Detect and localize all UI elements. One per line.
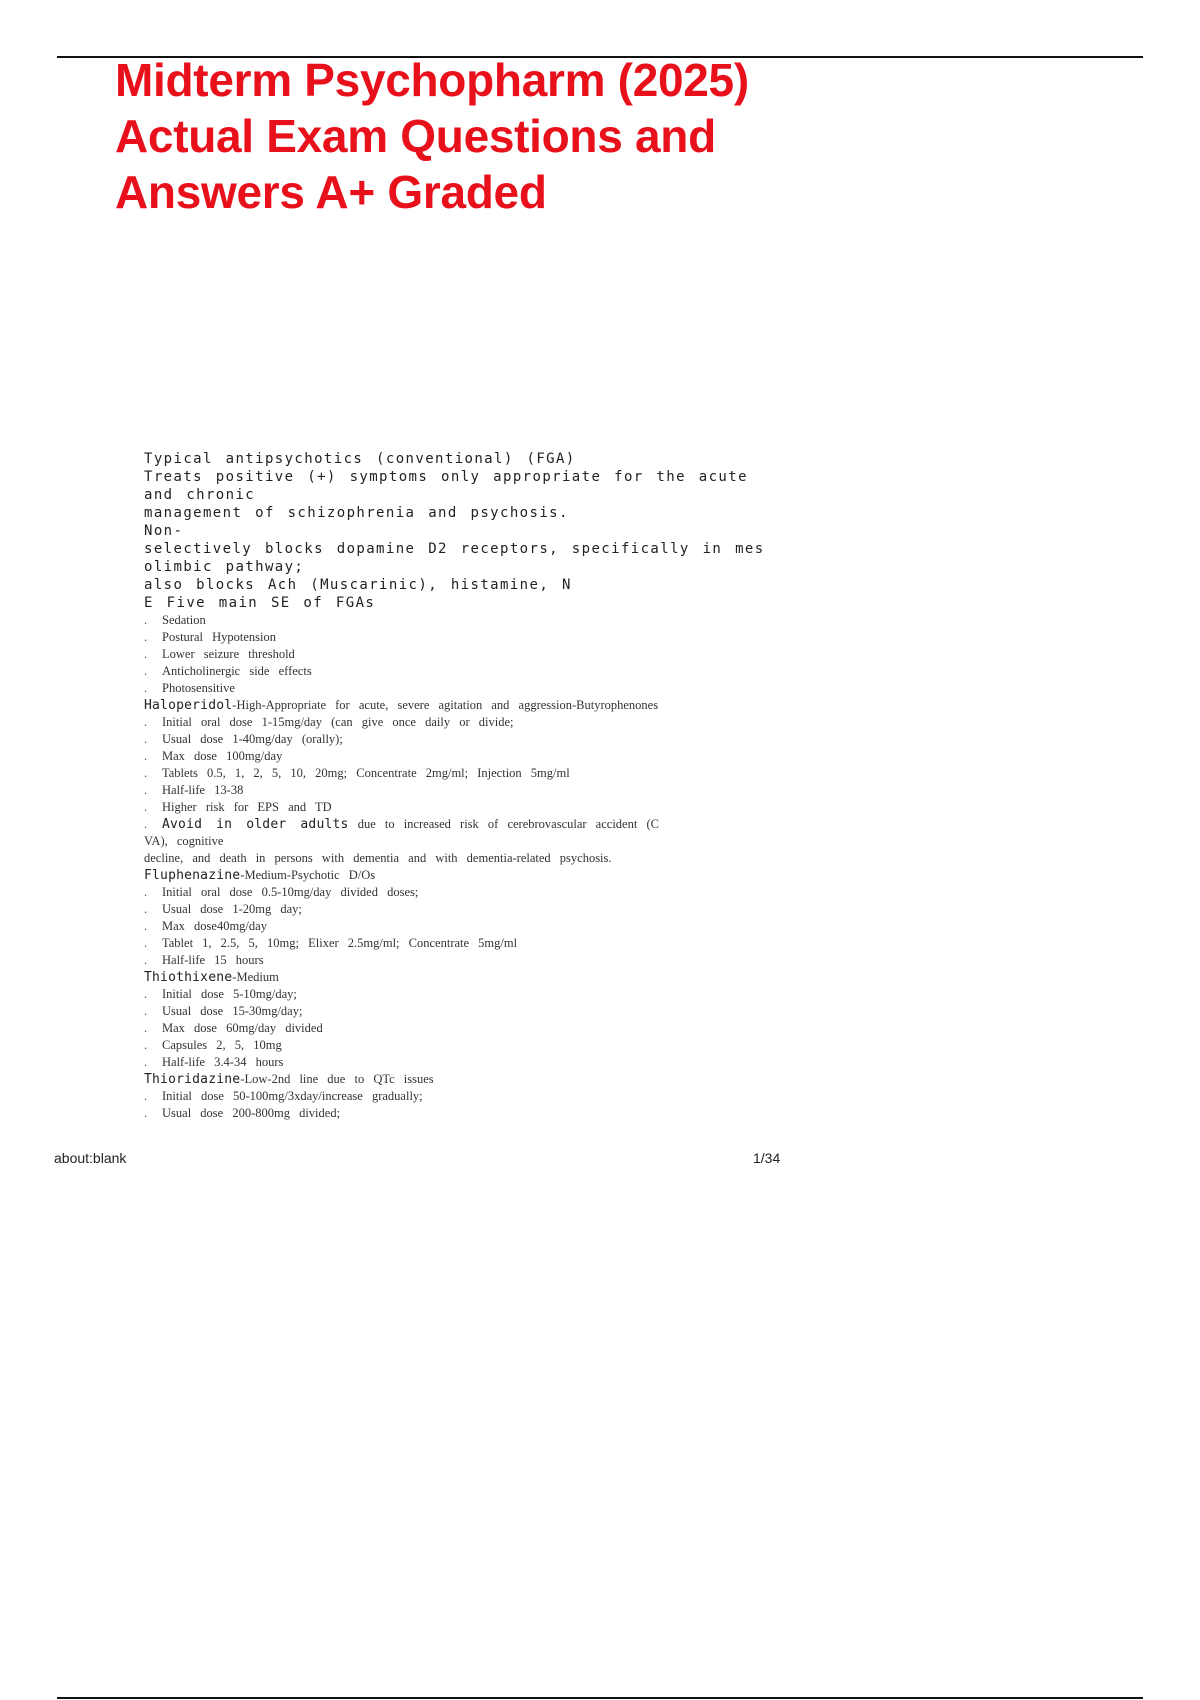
- footer-url: about:blank: [54, 1150, 127, 1166]
- list-item: . Initial oral dose 1-15mg/day (can give once daily or divide;: [144, 715, 514, 729]
- intro-line: Non-: [144, 523, 184, 539]
- drug-heading-thiothixene: Thiothixene-Medium: [144, 970, 279, 985]
- list-item: . Postural Hypotension: [144, 630, 276, 644]
- list-item: . Max dose 100mg/day: [144, 749, 283, 763]
- list-item: . Anticholinergic side effects: [144, 664, 312, 678]
- list-item: . Usual dose 1-40mg/day (orally);: [144, 732, 343, 746]
- list-item-avoid: . Avoid in older adults due to increased risk of cerebrovascular accident (C: [144, 817, 659, 832]
- se-list: [144, 612, 744, 697]
- list-item: . Half-life 15 hours: [144, 953, 264, 967]
- list-item: . Lower seizure threshold: [144, 647, 295, 661]
- document-body: [144, 450, 765, 1122]
- list-item: . Initial oral dose 0.5-10mg/day divided doses;: [144, 885, 419, 899]
- list-item: . Max dose 60mg/day divided: [144, 1021, 323, 1035]
- intro-line: and chronic: [144, 487, 256, 503]
- list-item: . Initial dose 50-100mg/3xday/increase gradually;: [144, 1089, 423, 1103]
- intro-line: Treats positive (+) symptoms only appropriate for the acute: [144, 469, 748, 485]
- intro-line: also blocks Ach (Muscarinic), histamine, N: [144, 577, 572, 593]
- list-item: . Half-life 3.4-34 hours: [144, 1055, 284, 1069]
- intro-line: management of schizophrenia and psychosis.: [144, 505, 569, 521]
- list-item: . Higher risk for EPS and TD: [144, 800, 332, 814]
- bottom-rule: [57, 1697, 1143, 1699]
- list-item: . Tablet 1, 2.5, 5, 10mg; Elixer 2.5mg/ml; Concentrate 5mg/ml: [144, 936, 518, 950]
- page-number: 1/34: [753, 1150, 781, 1166]
- drug-heading-haloperidol: Haloperidol-High-Appropriate for acute, severe agitation and aggression-Butyrophenones: [144, 698, 659, 713]
- list-item: . Usual dose 15-30mg/day;: [144, 1004, 303, 1018]
- avoid-continuation: decline, and death in persons with dementia and with dementia-related psychosis.: [144, 851, 612, 865]
- list-item: . Usual dose 200-800mg divided;: [144, 1106, 341, 1120]
- intro-line: Typical antipsychotics (conventional) (FGA): [144, 451, 576, 467]
- list-item: . Half-life 13-38: [144, 783, 244, 797]
- list-item: . Photosensitive: [144, 681, 235, 695]
- intro-line: selectively blocks dopamine D2 receptors, specifically in mes: [144, 541, 765, 557]
- intro-line: olimbic pathway;: [144, 559, 305, 575]
- document-title: Midterm Psychopharm (2025) Actual Exam Questions and Answers A+ Graded: [115, 54, 749, 218]
- list-item: . Tablets 0.5, 1, 2, 5, 10, 20mg; Concentrate 2mg/ml; Injection 5mg/ml: [144, 766, 570, 780]
- list-item: . Initial dose 5-10mg/day;: [144, 987, 297, 1001]
- list-item: . Sedation: [144, 613, 206, 627]
- drug-heading-thioridazine: Thioridazine-Low-2nd line due to QTc issues: [144, 1072, 434, 1087]
- intro-line: E Five main SE of FGAs: [144, 595, 376, 611]
- list-item: . Capsules 2, 5, 10mg: [144, 1038, 282, 1052]
- list-item: . Usual dose 1-20mg day;: [144, 902, 302, 916]
- drug-heading-fluphenazine: Fluphenazine-Medium-Psychotic D/Os: [144, 868, 376, 883]
- avoid-continuation: VA), cognitive: [144, 834, 224, 848]
- list-item: . Max dose40mg/day: [144, 919, 267, 933]
